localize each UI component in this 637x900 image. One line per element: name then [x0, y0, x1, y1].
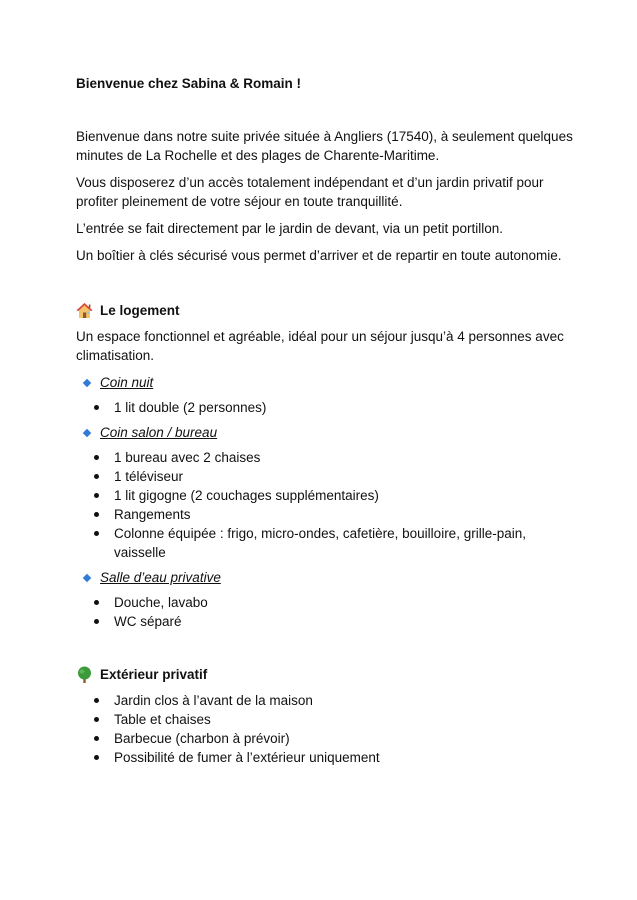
list-item: Possibilité de fumer à l’extérieur uniquement: [114, 748, 576, 767]
list-item: Douche, lavabo: [114, 593, 576, 612]
diamond-bullet-icon: [83, 573, 91, 581]
subsection-title: Coin salon / bureau: [100, 425, 218, 440]
intro-paragraph: Un boîtier à clés sécurisé vous permet d’arriver et de repartir en toute autonomie.: [76, 248, 562, 263]
intro-section: [76, 127, 576, 265]
coin-nuit-list: [76, 398, 576, 417]
coin-salon-list: [76, 448, 576, 562]
subsection-title: Coin nuit: [100, 375, 154, 390]
tree-icon: [76, 666, 93, 683]
diamond-bullet-icon: [83, 428, 91, 436]
diamond-bullet-icon: [83, 378, 91, 386]
document-page: [76, 74, 576, 771]
exterieur-heading-label: Extérieur privatif: [100, 667, 208, 682]
salle-eau-list: [76, 593, 576, 631]
intro-paragraph: Bienvenue dans notre suite privée située à Angliers (17540), à seulement quelques minutes de La Rochelle et des plages de Charente-Maritime.: [76, 129, 573, 163]
list-item: 1 lit double (2 personnes): [114, 398, 576, 417]
list-item: WC séparé: [114, 612, 576, 631]
list-item: Barbecue (charbon à prévoir): [114, 729, 576, 748]
logement-description: Un espace fonctionnel et agréable, idéal pour un séjour jusqu’à 4 personnes avec climatisation.: [76, 329, 564, 363]
list-item: Table et chaises: [114, 710, 576, 729]
list-item: Colonne équipée : frigo, micro-ondes, cafetière, bouilloire, grille-pain, vaisselle: [114, 524, 576, 562]
list-item: Rangements: [114, 505, 576, 524]
intro-paragraph: L’entrée se fait directement par le jardin de devant, via un petit portillon.: [76, 221, 504, 236]
logement-section: [76, 301, 576, 631]
intro-paragraph: Vous disposerez d’un accès totalement indépendant et d’un jardin privatif pour profiter pleinement de votre séjour en toute tranquillité.: [76, 175, 544, 209]
exterieur-section: [76, 665, 576, 767]
subsection-title: Salle d’eau privative: [100, 570, 221, 585]
list-item: 1 téléviseur: [114, 467, 576, 486]
list-item: 1 bureau avec 2 chaises: [114, 448, 576, 467]
list-item: Jardin clos à l’avant de la maison: [114, 691, 576, 710]
house-icon: [76, 302, 93, 319]
subsection-heading-coin-salon: [76, 423, 576, 442]
exterieur-heading: [76, 665, 576, 684]
subsection-heading-salle-eau: [76, 568, 576, 587]
logement-heading-label: Le logement: [100, 303, 180, 318]
list-item: 1 lit gigogne (2 couchages supplémentaires): [114, 486, 576, 505]
subsection-heading-coin-nuit: [76, 373, 576, 392]
logement-heading: [76, 301, 576, 320]
page-title: Bienvenue chez Sabina & Romain !: [76, 76, 302, 91]
exterieur-list: [76, 691, 576, 767]
